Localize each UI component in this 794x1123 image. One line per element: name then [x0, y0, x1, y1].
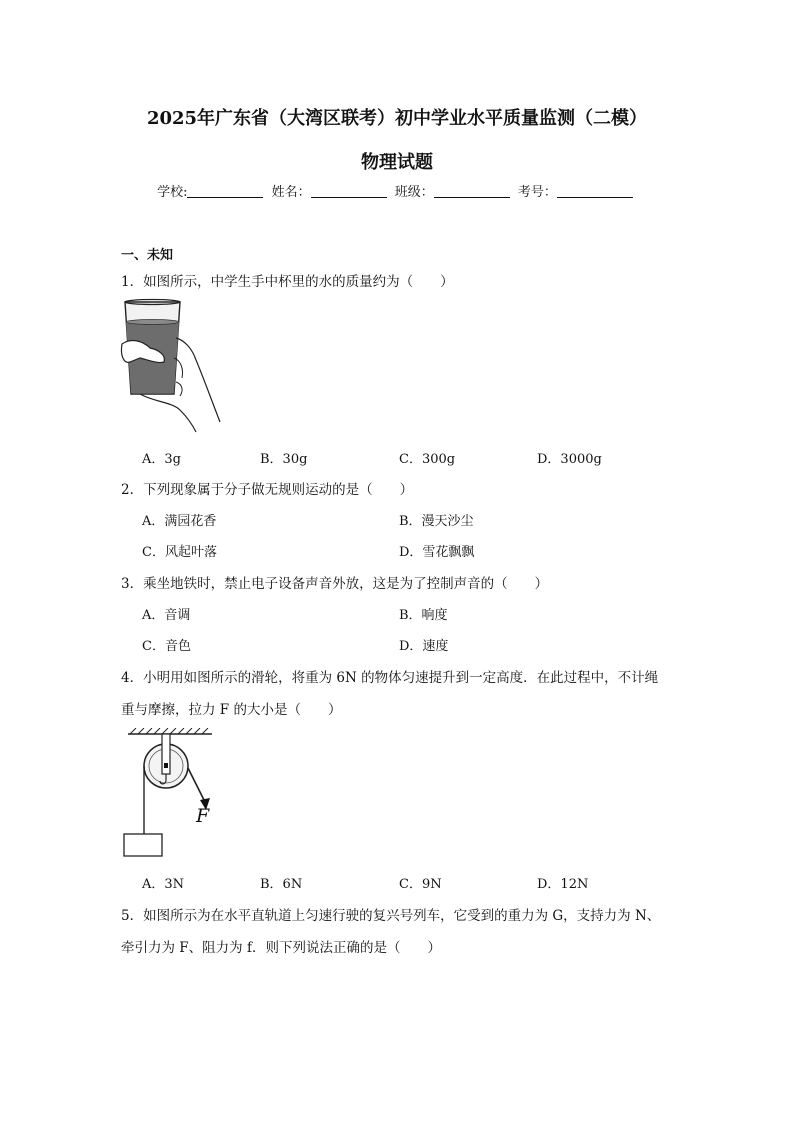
question-4-stem-line-2: 重与摩擦，拉力 F 的大小是（ ）	[121, 702, 342, 718]
question-3-option-c: C．音色	[142, 639, 191, 654]
question-1-option-b: B．30g	[260, 452, 308, 467]
name-label: 姓名：	[271, 185, 311, 200]
question-4-option-a: A．3N	[142, 877, 185, 892]
question-4-stem-line-1: 4．小明用如图所示的滑轮，将重为 6N 的物体匀速提升到一定高度．在此过程中，不计绳	[121, 670, 659, 686]
question-4-option-d: D．12N	[537, 877, 589, 892]
cup-in-hand-figure	[120, 298, 224, 434]
question-4-option-b: B．6N	[260, 877, 303, 892]
question-1-stem: 1．如图所示，中学生手中杯里的水的质量约为（ ）	[121, 274, 454, 290]
question-3-option-a: A．音调	[142, 608, 191, 623]
question-4-option-c: C．9N	[399, 877, 442, 892]
exam-subtitle: 物理试题	[361, 152, 433, 173]
section-heading: 一、未知	[121, 248, 174, 263]
question-1-option-a: A．3g	[142, 452, 181, 467]
question-2-option-c: C．风起叶落	[142, 545, 217, 560]
question-5-stem-line-1: 5．如图所示为在水平直轨道上匀速行驶的复兴号列车，它受到的重力为 G，支持力为 N、	[121, 908, 661, 924]
question-2-option-b: B．漫天沙尘	[399, 514, 474, 529]
student-info-row	[0, 181, 794, 200]
question-3-stem: 3．乘坐地铁时，禁止电子设备声音外放，这是为了控制声音的（ ）	[121, 576, 549, 592]
question-1-option-c: C．300g	[399, 452, 456, 467]
question-1-option-d: D．3000g	[537, 452, 602, 467]
name-blank	[311, 184, 387, 198]
question-3-option-b: B．响度	[399, 608, 448, 623]
question-2-stem: 2．下列现象属于分子做无规则运动的是（ ）	[121, 482, 414, 498]
school-blank	[187, 184, 263, 198]
school-label: 学校:	[157, 185, 188, 200]
question-3-option-d: D．速度	[399, 639, 449, 654]
question-2-option-a: A．满园花香	[142, 514, 217, 529]
force-label: F	[196, 805, 210, 827]
class-blank	[434, 184, 510, 198]
question-5-stem-line-2: 牵引力为 F、阻力为 f．则下列说法正确的是（ ）	[121, 940, 441, 956]
exam-number-blank	[557, 184, 633, 198]
class-label: 班级：	[394, 185, 434, 200]
exam-number-label: 考号：	[517, 185, 557, 200]
pulley-figure	[120, 728, 232, 860]
question-2-option-d: D．雪花飘飘	[399, 545, 475, 560]
exam-title: 2025年广东省（大湾区联考）初中学业水平质量监测（二模）	[146, 108, 648, 129]
